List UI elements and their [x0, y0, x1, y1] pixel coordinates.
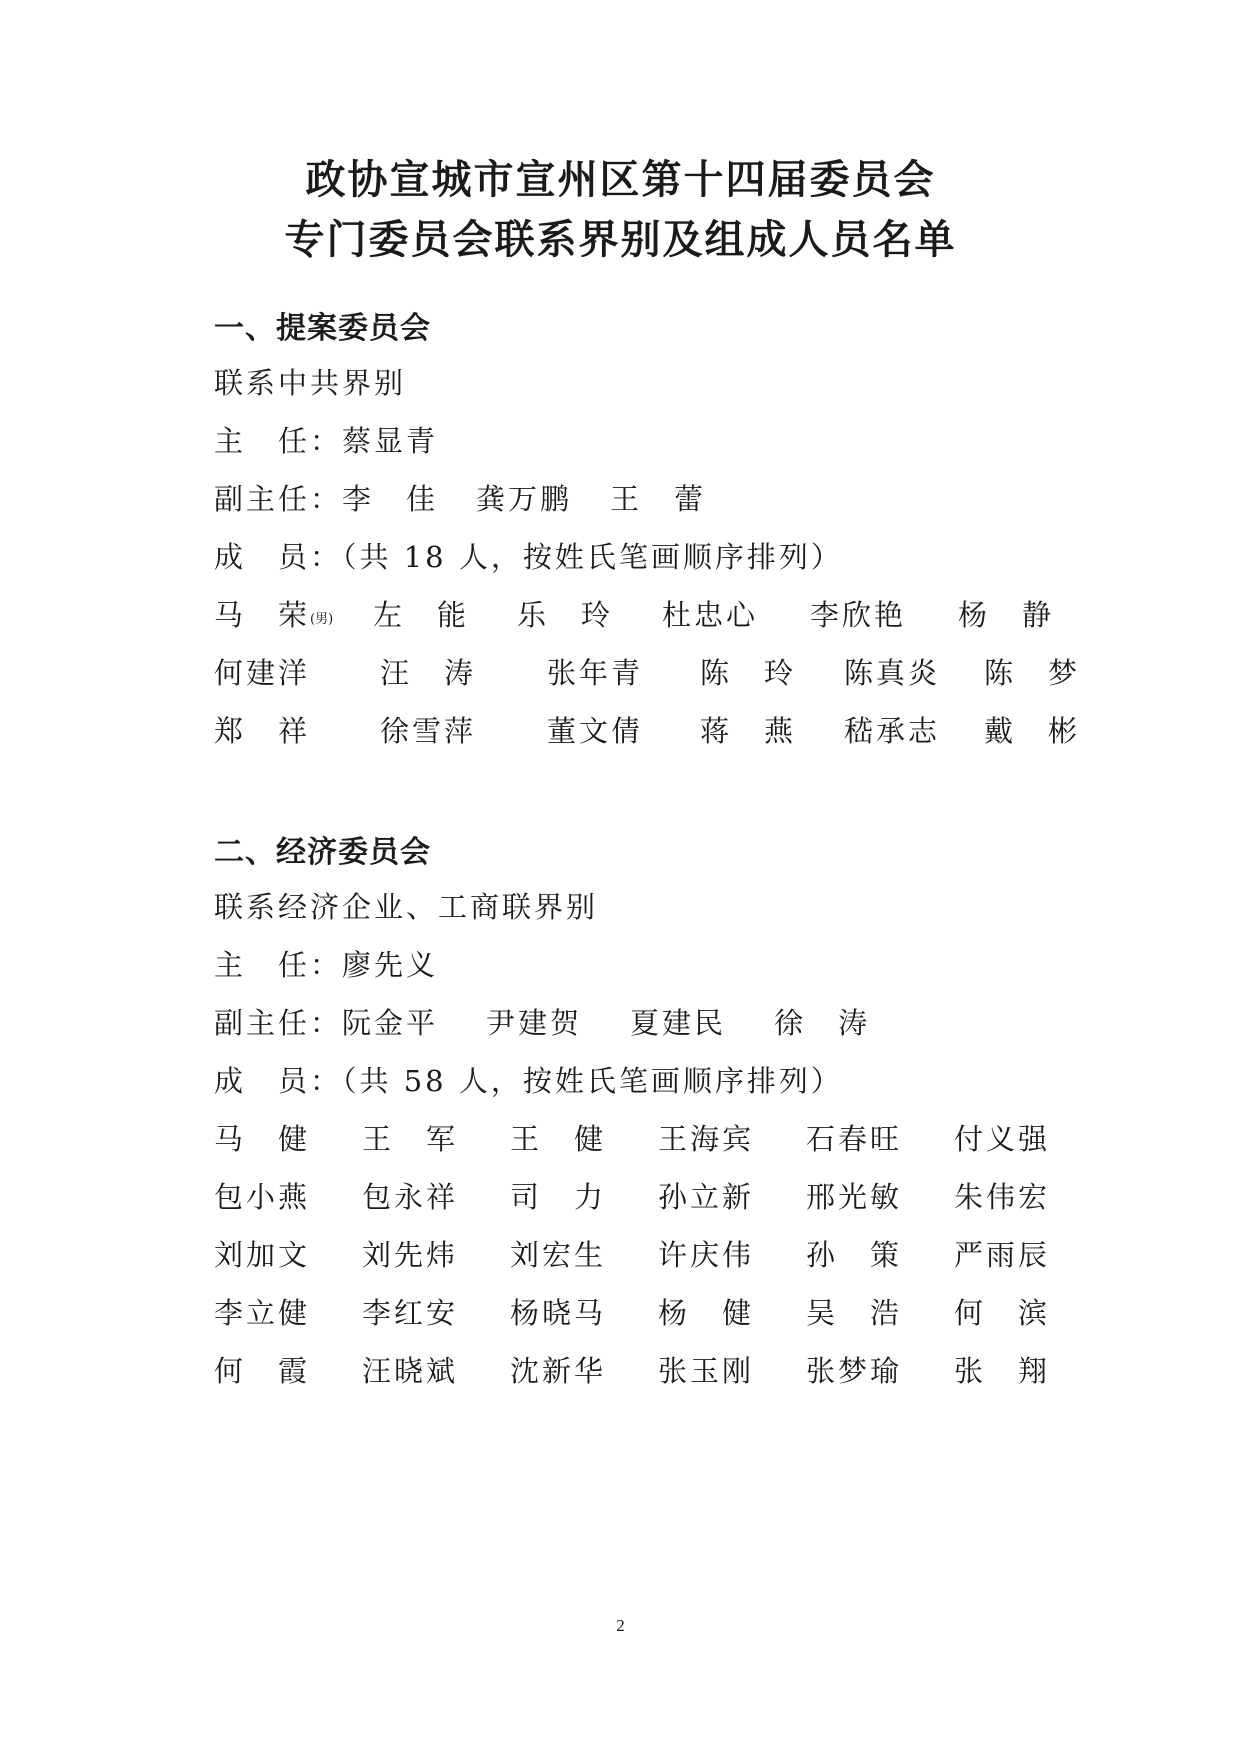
member-name: 孙 策 — [806, 1238, 903, 1272]
member-name: 王 军 — [362, 1122, 459, 1156]
director-line — [214, 943, 438, 984]
deputy-name: 龚万鹏 — [476, 482, 573, 516]
member-name: 何建洋 — [214, 656, 311, 690]
member-row — [214, 593, 1094, 633]
member-name: 吴 浩 — [806, 1296, 903, 1330]
member-name: 张梦瑜 — [806, 1354, 903, 1388]
member-row — [214, 709, 1094, 749]
members-note: （共 58 人，按姓氏笔画顺序排列） — [342, 1064, 843, 1098]
member-name: 徐雪萍 — [380, 714, 477, 748]
member-name: 王 健 — [510, 1122, 607, 1156]
member-row — [214, 1117, 1094, 1157]
members-note: （共 18 人，按姓氏笔画顺序排列） — [342, 540, 843, 574]
member-name: 李红安 — [362, 1296, 459, 1330]
director-name: 蔡显青 — [342, 424, 439, 458]
member-row — [214, 651, 1094, 691]
member-name: 司 力 — [510, 1180, 607, 1214]
director-name: 廖先义 — [342, 948, 439, 982]
members-label: 成 员： — [214, 1064, 343, 1098]
member-name: 张 翔 — [954, 1354, 1051, 1388]
member-name: 沈新华 — [510, 1354, 607, 1388]
member-name: 邢光敏 — [806, 1180, 903, 1214]
member-name: 付义强 — [954, 1122, 1051, 1156]
member-annotation: (男) — [310, 612, 334, 627]
member-name: 王海宾 — [658, 1122, 755, 1156]
deputy-line — [214, 477, 706, 518]
members-line — [214, 535, 843, 576]
member-name: 陈 玲 — [700, 656, 797, 690]
member-name: 何 滨 — [954, 1296, 1051, 1330]
member-name: 许庆伟 — [658, 1238, 755, 1272]
director-line — [214, 419, 438, 460]
member-name: 孙立新 — [658, 1180, 755, 1214]
member-name: 马 健 — [214, 1122, 311, 1156]
member-name: 马 荣(男) — [214, 598, 334, 632]
member-name: 董文倩 — [547, 714, 644, 748]
member-name: 乐 玲 — [517, 598, 614, 632]
member-name: 李欣艳 — [810, 598, 907, 632]
member-row — [214, 1233, 1094, 1273]
member-name: 张年青 — [547, 656, 644, 690]
member-name: 刘先炜 — [362, 1238, 459, 1272]
members-line — [214, 1059, 843, 1100]
member-name: 左 能 — [373, 598, 470, 632]
liaison-line: 联系经济企业、工商联界别 — [214, 890, 599, 924]
deputy-line — [214, 1001, 870, 1042]
member-name: 陈 梦 — [984, 656, 1081, 690]
member-name: 朱伟宏 — [954, 1180, 1051, 1214]
member-name: 戴 彬 — [984, 714, 1081, 748]
member-name: 严雨辰 — [954, 1238, 1051, 1272]
member-name: 蒋 燕 — [700, 714, 797, 748]
section-heading: 一、提案委员会 — [214, 311, 431, 346]
liaison-line: 联系中共界别 — [214, 366, 407, 400]
member-name: 包小燕 — [214, 1180, 311, 1214]
document-title-line-2: 专门委员会联系界别及组成人员名单 — [284, 217, 957, 263]
member-name: 杨 静 — [958, 598, 1055, 632]
deputy-name: 徐 涛 — [774, 1006, 871, 1040]
director-label: 主 任： — [214, 948, 343, 982]
document-title-line-1: 政协宣城市宣州区第十四届委员会 — [305, 157, 936, 203]
members-label: 成 员： — [214, 540, 343, 574]
page-number: 2 — [616, 1616, 625, 1635]
member-name: 张玉刚 — [658, 1354, 755, 1388]
member-name: 汪 涛 — [380, 656, 477, 690]
member-row — [214, 1349, 1094, 1389]
member-name: 杜忠心 — [662, 598, 759, 632]
director-label: 主 任： — [214, 424, 343, 458]
deputy-name: 尹建贺 — [486, 1006, 583, 1040]
member-name: 刘加文 — [214, 1238, 311, 1272]
section-heading: 二、经济委员会 — [214, 835, 431, 870]
deputy-name: 阮金平 — [342, 1006, 439, 1040]
deputy-name: 王 蕾 — [610, 482, 707, 516]
member-name: 郑 祥 — [214, 714, 311, 748]
deputy-label: 副主任： — [214, 482, 343, 516]
member-name: 杨晓马 — [510, 1296, 607, 1330]
member-row — [214, 1291, 1094, 1331]
member-name: 李立健 — [214, 1296, 311, 1330]
member-name: 刘宏生 — [510, 1238, 607, 1272]
member-name: 石春旺 — [806, 1122, 903, 1156]
deputy-label: 副主任： — [214, 1006, 343, 1040]
member-name: 包永祥 — [362, 1180, 459, 1214]
member-name: 陈真炎 — [844, 656, 941, 690]
deputy-name: 夏建民 — [630, 1006, 727, 1040]
member-name: 杨 健 — [658, 1296, 755, 1330]
member-name: 何 霞 — [214, 1354, 311, 1388]
member-name: 嵇承志 — [844, 714, 941, 748]
member-row — [214, 1175, 1094, 1215]
member-name: 汪晓斌 — [362, 1354, 459, 1388]
deputy-name: 李 佳 — [342, 482, 439, 516]
